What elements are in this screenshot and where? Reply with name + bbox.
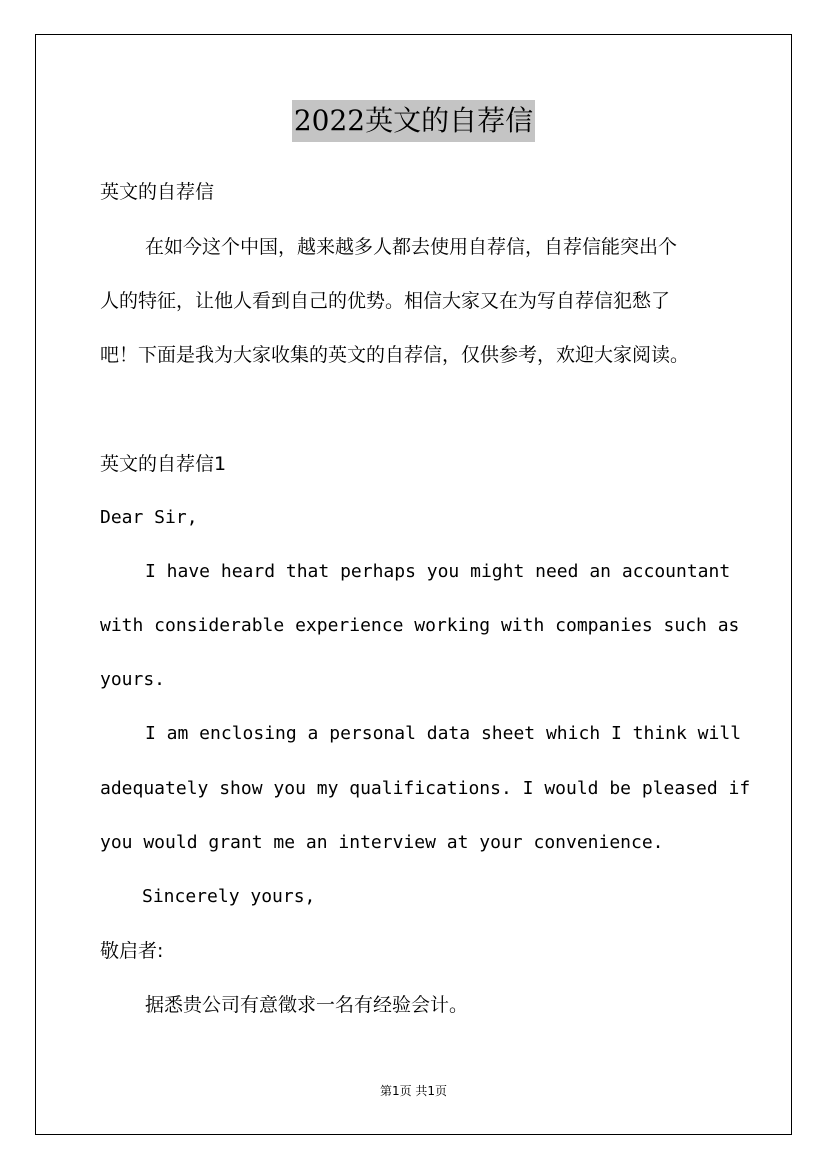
paragraph-2-line-1: I am enclosing a personal data sheet which I think will <box>145 723 742 744</box>
salutation: Dear Sir, <box>100 507 198 528</box>
closing: Sincerely yours, <box>142 886 316 907</box>
section-heading: 英文的自荐信 <box>100 181 215 203</box>
paragraph-1-line-2: with considerable experience working with companies such as <box>100 615 740 636</box>
title-container <box>0 100 827 142</box>
chinese-paragraph-line-1: 据悉贵公司有意徵求一名有经验会计。 <box>145 994 469 1016</box>
paragraph-2-line-2: adequately show you my qualifications. I would be pleased if <box>100 778 751 799</box>
document-title: 2022英文的自荐信 <box>292 100 535 142</box>
intro-line-3: 吧！下面是我为大家收集的英文的自荐信，仅供参考，欢迎大家阅读。 <box>100 344 690 366</box>
intro-line-2: 人的特征，让他人看到自己的优势。相信大家又在为写自荐信犯愁了 <box>100 290 671 312</box>
intro-line-1: 在如今这个中国，越来越多人都去使用自荐信，自荐信能突出个 <box>145 236 678 258</box>
paragraph-2-line-3: you would grant me an interview at your convenience. <box>100 832 664 853</box>
page-footer: 第1页 共1页 <box>379 1084 448 1098</box>
paragraph-1-line-3: yours. <box>100 669 166 690</box>
paragraph-1-line-1: I have heard that perhaps you might need an accountant <box>145 561 731 582</box>
letter-heading: 英文的自荐信1 <box>100 453 227 475</box>
chinese-salutation: 敬启者: <box>100 940 164 962</box>
